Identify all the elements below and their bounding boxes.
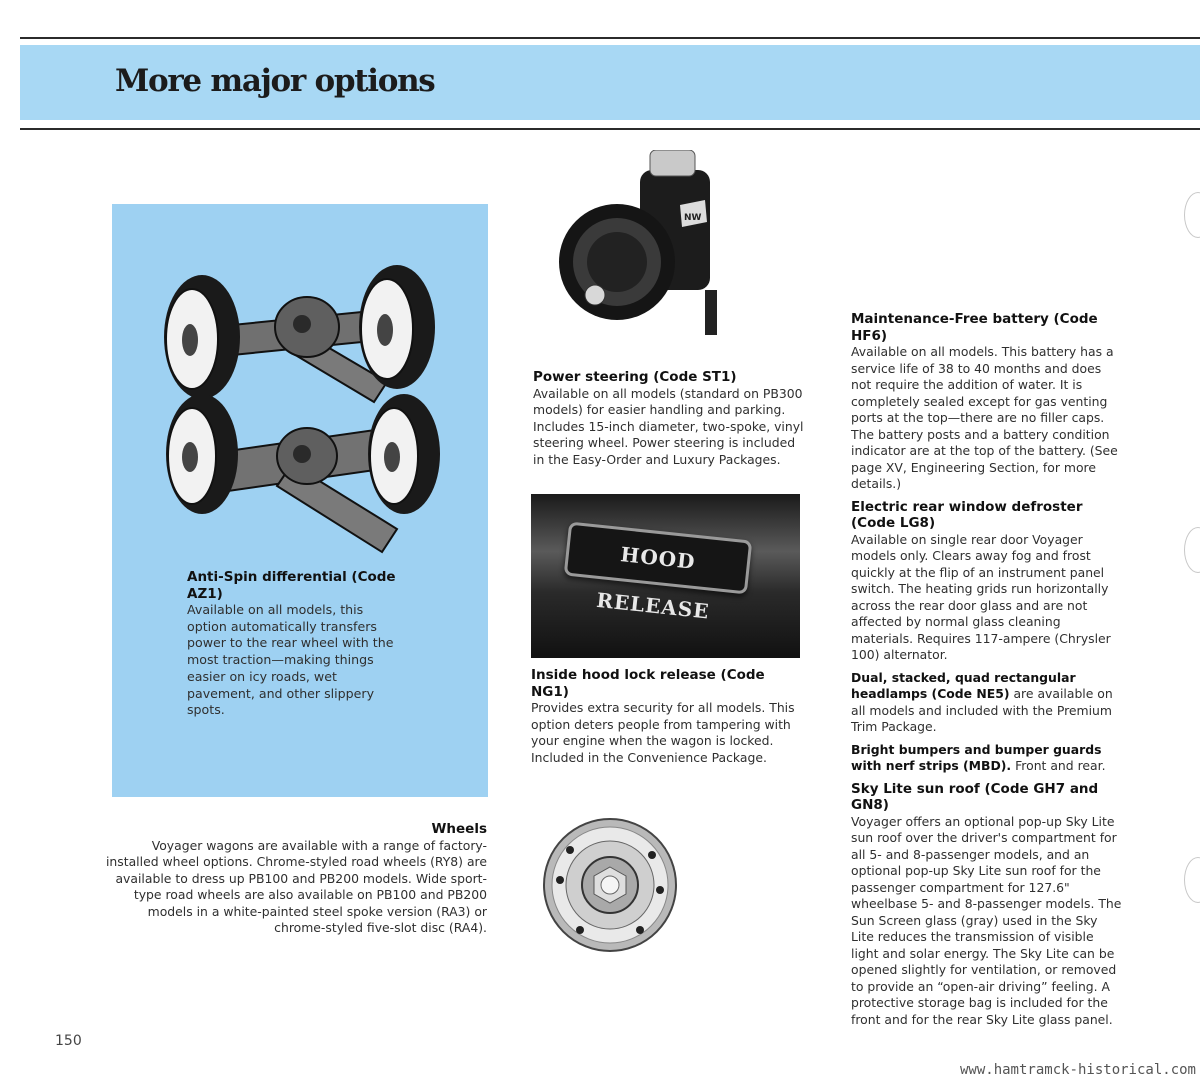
page-number: 150 [55, 1033, 82, 1049]
battery-body: Available on all models. This battery has a service life of 38 to 40 months and does not require the addition of water. It is completely sealed except for gas venting ports at the top—there are no filler caps. The battery posts and a battery condition indicator are at the top of the battery. (See page XV, Engineering Section, for more details.) [851, 344, 1118, 491]
binder-hole-middle [1184, 527, 1200, 573]
defroster-heading: Electric rear window defroster (Code LG8) [851, 498, 1083, 531]
watermark: www.hamtramck-historical.com [959, 1062, 1196, 1078]
headlamps-body: are available on all models and included with the Premium Trim Package. [851, 686, 1113, 734]
bumpers-paragraph [851, 742, 1123, 775]
wheels-heading: Wheels [431, 821, 487, 837]
defroster-body: Available on single rear door Voyager models only. Clears away fog and frost quickly at the flip of an instrument panel switch. The heating grids run horizontally across the rear door glass and are not affected by normal glass cleaning materials. Requires 117-ampere (Chrysler 100) alternator. [851, 531, 1111, 662]
hood-release-photo [531, 494, 800, 658]
binder-hole-top [1184, 192, 1200, 238]
wheels-section [100, 821, 487, 937]
sun-roof-body: Voyager offers an optional pop-up Sky Lite sun roof over the driver's compartment for all 5- and 8-passenger models, and an optional pop-up Sky Lite sun roof for the passenger compartment for 127.6" wheelbase 5- and 8-passenger models. The Sun Screen glass (gray) used in the Sky Lite reduces the transmission of visible light and solar energy. The Sky Lite can be opened slightly for ventilation, or removed to provide an “open-air driving” feeling. A protective storage bag is included for the front and for the rear Sky Lite glass panel. [851, 813, 1122, 1027]
anti-spin-section [187, 569, 402, 719]
power-steering-body: Available on all models (standard on PB300 models) for easier handling and parking. Includes 15-inch diameter, two-spoke, vinyl steering wheel. Power steering is included in the Easy-Order and Luxury Packages. [533, 385, 804, 467]
headlamps-heading: Dual, stacked, quad rectangular headlamps (Code NE5) [851, 669, 1076, 701]
power-steering-pump-photo [555, 150, 755, 360]
wheels-body: Voyager wagons are available with a range of factory-installed wheel options. Chrome-styled road wheels (RY8) are available to dress up PB100 and PB200 models. Wide sport-type road wheels are also available on PB100 and PB200 models in a white-painted steel spoke version (RA3) or chrome-styled five-slot disc (RA4). [105, 837, 487, 935]
headlamps-paragraph [851, 670, 1123, 736]
anti-spin-heading: Anti-Spin differential (Code AZ1) [187, 569, 396, 602]
right-column [851, 311, 1123, 1028]
header-band [20, 45, 1200, 120]
battery-heading: Maintenance-Free battery (Code HF6) [851, 311, 1098, 344]
power-steering-section [533, 369, 808, 468]
wheel-cover-photo [540, 815, 680, 955]
hood-release-section [531, 667, 803, 766]
hood-release-heading: Inside hood lock release (Code NG1) [531, 667, 765, 700]
top-rule [20, 37, 1200, 39]
anti-spin-panel [112, 204, 488, 797]
anti-spin-body: Available on all models, this option automatically transfers power to the rear wheel with the most traction—making things easier on icy roads, wet pavement, and other slippery spots. [187, 602, 394, 718]
binder-hole-bottom [1184, 857, 1200, 903]
axle-illustration-bottom [112, 394, 488, 569]
axle-illustration-top [112, 232, 488, 407]
header-bottom-rule [20, 128, 1200, 130]
bumpers-heading: Bright bumpers and bumper guards with nerf strips (MBD). [851, 741, 1102, 773]
hood-release-body: Provides extra security for all models. This option deters people from tampering with your engine when the wagon is locked. Included in the Convenience Package. [531, 700, 795, 765]
pump-label: NW [684, 213, 702, 223]
hood-release-handle-label: HOOD RELEASE [564, 522, 753, 595]
power-steering-heading: Power steering (Code ST1) [533, 369, 737, 385]
sun-roof-heading: Sky Lite sun roof (Code GH7 and GN8) [851, 780, 1099, 813]
bumpers-body: Front and rear. [1015, 758, 1106, 773]
page-title: More major options [115, 63, 435, 99]
